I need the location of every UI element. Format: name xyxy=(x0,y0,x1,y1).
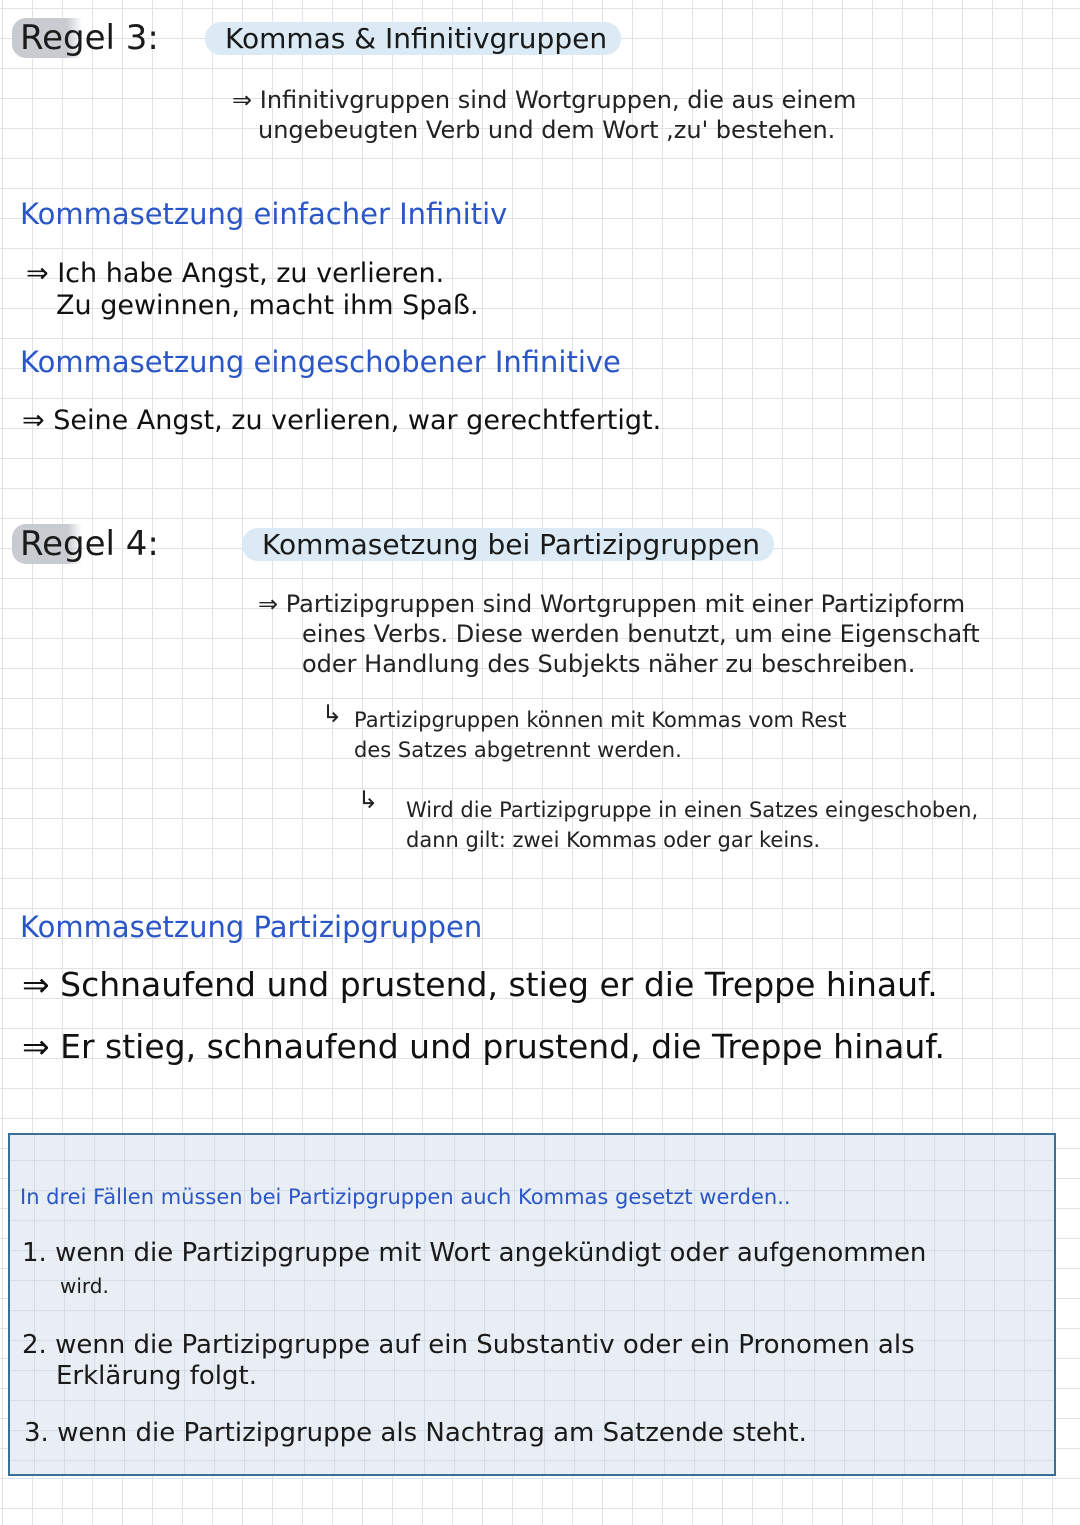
rule-3-definition-line1: ⇒ Infinitivgruppen sind Wortgruppen, die aus einem xyxy=(232,86,857,114)
rule-3-label: Regel 3: xyxy=(12,18,165,58)
summary-intro: In drei Fällen müssen bei Partizipgruppen auch Kommas gesetzt werden.. xyxy=(20,1185,791,1209)
sub-arrow-icon: ↳ xyxy=(358,786,379,814)
summary-item-1-line1: 1. wenn die Partizipgruppe mit Wort angekündigt oder aufgenommen xyxy=(22,1238,927,1268)
example-einfacher-infinitiv-2: Zu gewinnen, macht ihm Spaß. xyxy=(56,290,479,321)
example-einfacher-infinitiv-1: ⇒ Ich habe Angst, zu verlieren. xyxy=(26,258,445,289)
rule-4-definition-line3: oder Handlung des Subjekts näher zu beschreiben. xyxy=(302,650,916,678)
heading-eingeschobener-infinitive: Kommasetzung eingeschobener Infinitive xyxy=(20,345,621,379)
rule-3-definition-line2: ungebeugten Verb und dem Wort ,zu' bestehen. xyxy=(258,116,836,144)
heading-einfacher-infinitiv: Kommasetzung einfacher Infinitiv xyxy=(20,197,508,231)
example-partizipgruppe-2: ⇒ Er stieg, schnaufend und prustend, die Treppe hinauf. xyxy=(22,1027,946,1066)
rule-4-definition-line1: ⇒ Partizipgruppen sind Wortgruppen mit einer Partizipform xyxy=(258,590,966,618)
rule-4-title: Kommasetzung bei Partizipgruppen xyxy=(242,528,774,561)
summary-item-1-line2: wird. xyxy=(60,1274,109,1298)
sub-arrow-icon: ↳ xyxy=(322,700,343,728)
rule-4-sub1-line1: Partizipgruppen können mit Kommas vom Rest xyxy=(354,708,847,732)
rule-4-sub1-line2: des Satzes abgetrennt werden. xyxy=(354,738,682,762)
summary-item-2-line2: Erklärung folgt. xyxy=(56,1361,257,1391)
rule-4-label: Regel 4: xyxy=(12,524,165,564)
summary-item-3: 3. wenn die Partizipgruppe als Nachtrag am Satzende steht. xyxy=(24,1418,807,1448)
summary-item-2-line1: 2. wenn die Partizipgruppe auf ein Substantiv oder ein Pronomen als xyxy=(22,1330,915,1360)
rule-4-sub2-line2: dann gilt: zwei Kommas oder gar keins. xyxy=(406,828,821,852)
heading-partizipgruppen: Kommasetzung Partizipgruppen xyxy=(20,910,483,944)
rule-3-title: Kommas & Infinitivgruppen xyxy=(205,22,621,55)
rule-4-definition-line2: eines Verbs. Diese werden benutzt, um eine Eigenschaft xyxy=(302,620,980,648)
example-eingeschobener-infinitiv: ⇒ Seine Angst, zu verlieren, war gerechtfertigt. xyxy=(22,405,662,436)
summary-box xyxy=(8,1133,1056,1476)
rule-4-sub2-line1: Wird die Partizipgruppe in einen Satzes eingeschoben, xyxy=(406,798,979,822)
example-partizipgruppe-1: ⇒ Schnaufend und prustend, stieg er die Treppe hinauf. xyxy=(22,965,938,1004)
